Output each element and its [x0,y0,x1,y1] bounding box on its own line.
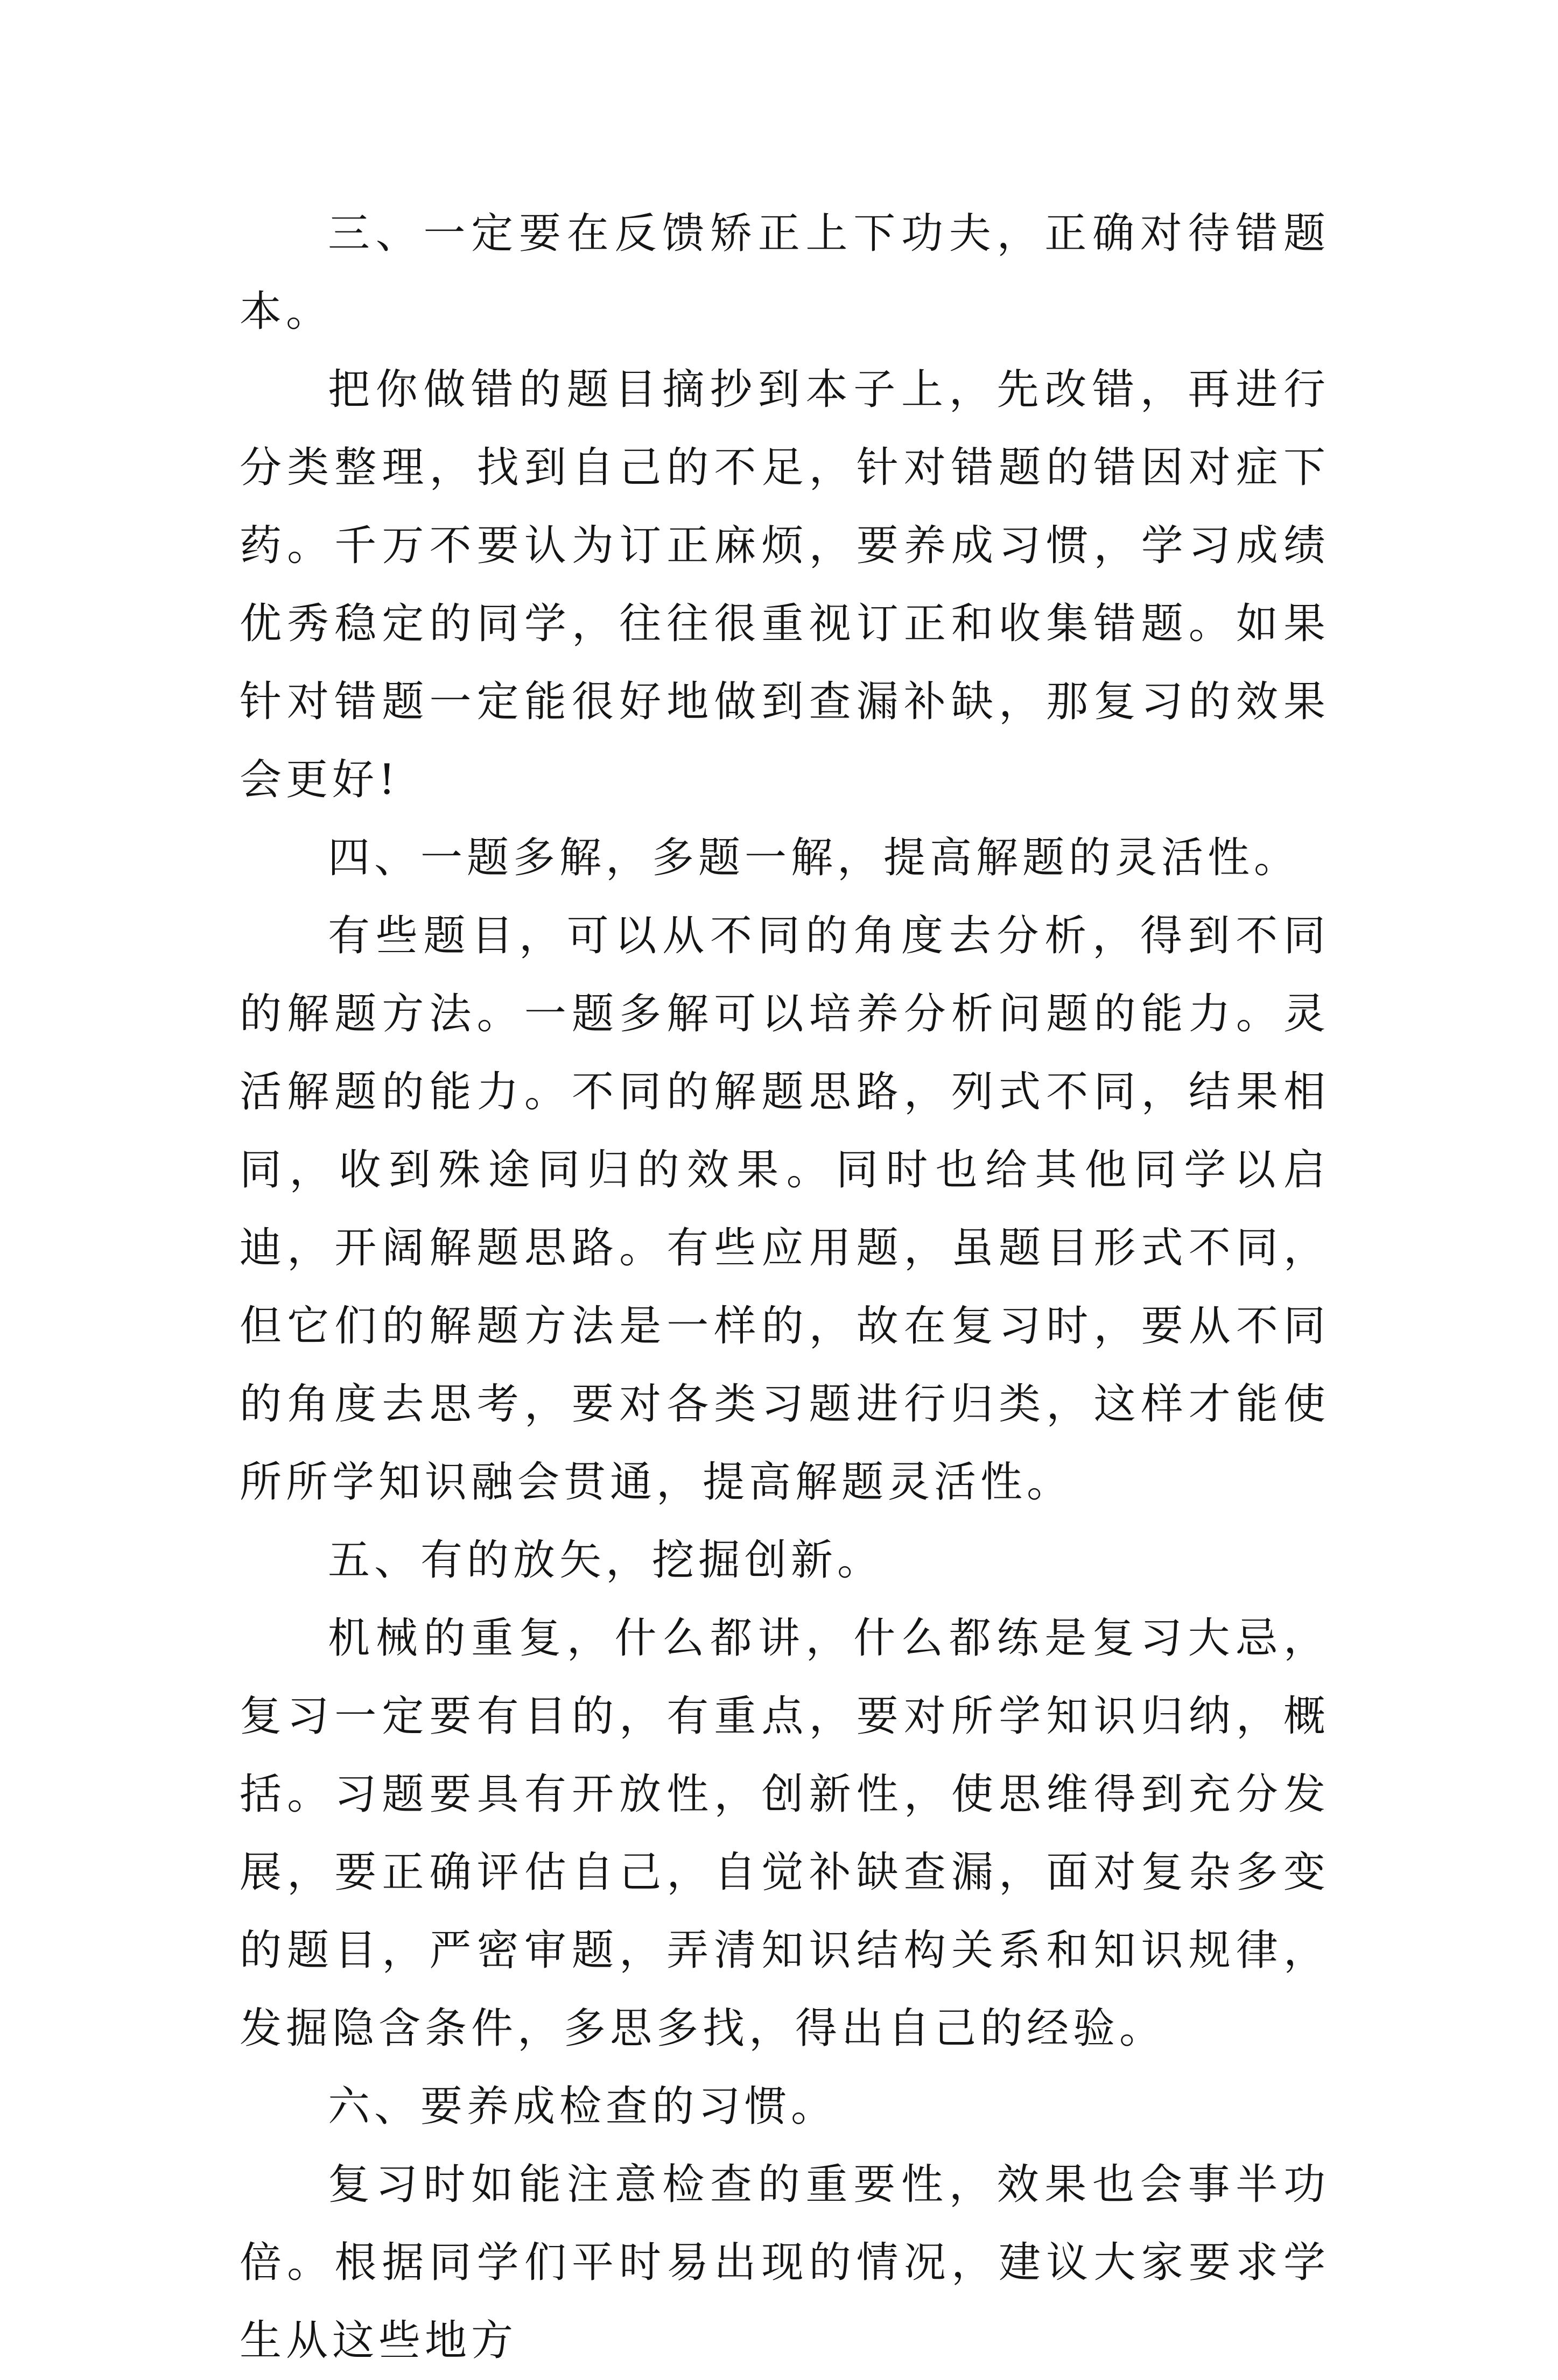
section-heading-6: 六、要养成检查的习惯。 [328,2082,838,2131]
section-heading-5: 五、有的放矢，挖掘创新。 [328,1536,884,1585]
section-heading-3: 三、一定要在反馈矫正上下功夫，正确对待错题本。 [240,209,1330,336]
paragraph-error-notebook: 把你做错的题目摘抄到本子上，先改错，再进行分类整理，找到自己的不足，针对错题的错因对症下药。千万不要认为订正麻烦，要养成习惯，学习成绩优秀稳定的同学，往往很重视订正和收集错题。如果针对错题一定能很好地做到查漏补缺，那复习的效果会更好! [240,365,1330,804]
paragraph-multiple-solutions: 有些题目，可以从不同的角度去分析，得到不同的解题方法。一题多解可以培养分析问题的能力。灵活解题的能力。不同的解题思路，列式不同，结果相同，收到殊途同归的效果。同时也给其他同学以启迪，开阔解题思路。有些应用题，虽题目形式不同，但它们的解题方法是一样的，故在复习时，要从不同的角度去思考，要对各类习题进行归类，这样才能使所所学知识融会贯通，提高解题灵活性。 [240,912,1330,1506]
paragraph-targeted-review: 机械的重复，什么都讲，什么都练是复习大忌，复习一定要有目的，有重点，要对所学知识归纳，概括。习题要具有开放性，创新性，使思维得到充分发展，要正确评估自己，自觉补缺查漏，面对复杂多变的题目，严密审题，弄清知识结构关系和知识规律，发掘隐含条件，多思多找，得出自己的经验。 [240,1614,1330,2053]
document-body [240,195,1330,2380]
paragraph-checking-habit: 复习时如能注意检查的重要性，效果也会事半功倍。根据同学们平时易出现的情况，建议大家要求学生从这些地方 [240,2160,1330,2365]
section-heading-4: 四、一题多解，多题一解，提高解题的灵活性。 [328,834,1301,882]
